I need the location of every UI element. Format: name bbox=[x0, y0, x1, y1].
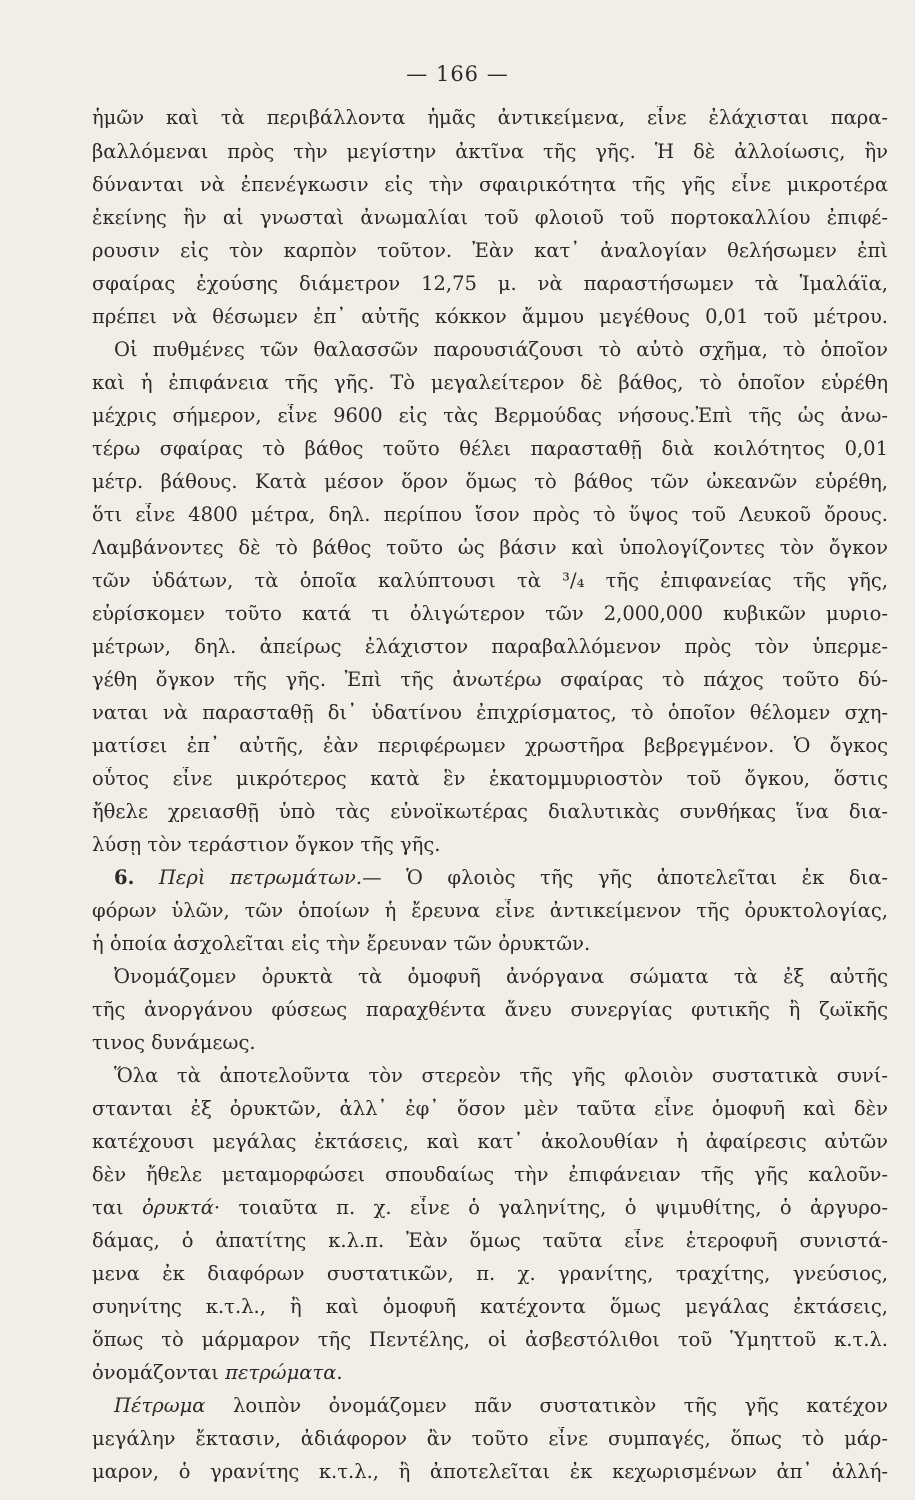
text-line: Λαμβάνοντες δὲ τὸ βάθος τοῦτο ὡς βάσιν καὶ ὑπολογίζοντες τὸν ὄγκον bbox=[92, 536, 888, 559]
italic-term: πετρώματα bbox=[225, 1361, 337, 1384]
section-number: 6. bbox=[114, 866, 135, 889]
text-fragment: . bbox=[336, 1361, 343, 1384]
text-line bbox=[92, 1361, 888, 1385]
text-line bbox=[92, 1394, 888, 1418]
text-line: Οἱ πυθμένες τῶν θαλασσῶν παρουσιάζουσι τὸ αὐτὸ σχῆμα, τὸ ὁποῖον bbox=[114, 338, 888, 361]
text-line: μεγάλην ἔκτασιν, ἀδιάφορον ἂν τοῦτο εἶνε συμπαγές, ὅπως τὸ μάρ- bbox=[92, 1427, 888, 1450]
text-line: ἐκείνης ἣν αἱ γνωσταὶ ἀνωμαλίαι τοῦ φλοιοῦ τοῦ πορτοκαλλίου ἐπιφέ- bbox=[92, 206, 888, 229]
text-line: ἤθελε χρειασθῇ ὑπὸ τὰς εὐνοϊκωτέρας διαλυτικὰς συνθήκας ἵνα δια- bbox=[92, 800, 888, 823]
text-line: Ὅλα τὰ ἀποτελοῦντα τὸν στερεὸν τῆς γῆς φλοιὸν συστατικὰ συνί- bbox=[114, 1064, 888, 1087]
text-line: καὶ ἡ ἐπιφάνεια τῆς γῆς. Τὸ μεγαλείτερον δὲ βάθος, τὸ ὁποῖον εὑρέθη bbox=[92, 371, 888, 394]
text-line: σφαίρας ἐχούσης διάμετρον 12,75 μ. νὰ παραστήσωμεν τὰ Ἱμαλάϊα, bbox=[92, 272, 888, 295]
text-line: δὲν ἤθελε μεταμορφώσει σπουδαίως τὴν ἐπιφάνειαν τῆς γῆς καλοῦν- bbox=[92, 1163, 888, 1186]
text-fragment: ὀνομάζονται bbox=[92, 1361, 226, 1384]
page-number: — 166 — bbox=[406, 62, 509, 86]
text-line: τινος δυνάμεως. bbox=[92, 1031, 256, 1054]
text-line: πρέπει νὰ θέσωμεν ἐπ᾽ αὐτῆς κόκκον ἄμμου μεγέθους 0,01 τοῦ μέτρου. bbox=[92, 305, 888, 328]
text-fragment: λοιπὸν ὀνομάζομεν πᾶν συστατικὸν τῆς γῆς κατέχον bbox=[205, 1394, 888, 1417]
text-line: λύσῃ τὸν τεράστιον ὄγκον τῆς γῆς. bbox=[92, 833, 441, 856]
text-line: μέχρις σήμερον, εἶνε 9600 εἰς τὰς Βερμούδας νήσους.Ἐπὶ τῆς ὡς ἀνω- bbox=[92, 404, 888, 427]
text-line: μέτρ. βάθους. Κατὰ μέσον ὅρον ὅμως τὸ βάθος τῶν ὠκεανῶν εὑρέθη, bbox=[92, 470, 888, 493]
text-line: ἡ ὁποία ἀσχολεῖται εἰς τὴν ἔρευναν τῶν ὀρυκτῶν. bbox=[92, 932, 591, 955]
text-line: συηνίτης κ.τ.λ., ἢ καὶ ὁμοφυῆ κατέχοντα ὅμως μεγάλας ἐκτάσεις, bbox=[92, 1295, 888, 1318]
text-line: ὅτι εἶνε 4800 μέτρα, δηλ. περίπου ἴσον πρὸς τὸ ὕψος τοῦ Λευκοῦ ὄρους. bbox=[92, 503, 888, 526]
text-line: στανται ἐξ ὀρυκτῶν, ἀλλ᾽ ἐφ᾽ ὅσον μὲν ταῦτα εἶνε ὁμοφυῆ καὶ δὲν bbox=[92, 1097, 888, 1120]
text-line: βαλλόμεναι πρὸς τὴν μεγίστην ἀκτῖνα τῆς γῆς. Ἡ δὲ ἀλλοίωσις, ἣν bbox=[92, 140, 888, 163]
text-line: γέθη ὄγκον τῆς γῆς. Ἐπὶ τῆς ἀνωτέρω σφαίρας τὸ πάχος τοῦτο δύ- bbox=[92, 668, 888, 691]
text-line: φόρων ὑλῶν, τῶν ὁποίων ἡ ἔρευνα εἶνε ἀντικείμενον τῆς ὀρυκτολογίας, bbox=[92, 899, 888, 922]
text-line: οὗτος εἶνε μικρότερος κατὰ ἓν ἑκατομμυριοστὸν τοῦ ὄγκου, ὅστις bbox=[92, 767, 888, 790]
text-line: τῆς ἀνοργάνου φύσεως παραχθέντα ἄνευ συνεργίας φυτικῆς ἢ ζωϊκῆς bbox=[92, 998, 888, 1021]
text-line: δύνανται νὰ ἐπενέγκωσιν εἰς τὴν σφαιρικότητα τῆς γῆς εἶνε μικροτέρα bbox=[92, 173, 888, 196]
text-line: Ὀνομάζομεν ὀρυκτὰ τὰ ὁμοφυῆ ἀνόργανα σώματα τὰ ἐξ αὐτῆς bbox=[114, 965, 888, 988]
text-line: μαρον, ὁ γρανίτης κ.τ.λ., ἢ ἀποτελεῖται ἐκ κεχωρισμένων ἀπ᾽ ἀλλή- bbox=[92, 1460, 888, 1483]
text-line bbox=[92, 1196, 888, 1220]
text-fragment: · τοιαῦτα π. χ. εἶνε ὁ γαληνίτης, ὁ ψιμυθίτης, ὁ ἀργυρο- bbox=[213, 1196, 888, 1219]
text-line: μενα ἐκ διαφόρων συστατικῶν, π. χ. γρανίτης, τραχίτης, γνεύσιος, bbox=[92, 1262, 888, 1285]
text-line: ρουσιν εἰς τὸν καρπὸν τοῦτον. Ἐὰν κατ᾽ ἀναλογίαν θελήσωμεν ἐπὶ bbox=[92, 239, 888, 262]
text-line: κατέχουσι μεγάλας ἐκτάσεις, καὶ κατ᾽ ἀκολουθίαν ἡ ἀφαίρεσις αὐτῶν bbox=[92, 1130, 888, 1153]
text-line: τῶν ὑδάτων, τὰ ὁποῖα καλύπτουσι τὰ ³/₄ τῆς ἐπιφανείας τῆς γῆς, bbox=[92, 569, 888, 592]
section-text: — Ὁ φλοιὸς τῆς γῆς ἀποτελεῖται ἐκ δια- bbox=[362, 866, 888, 889]
text-line: ἡμῶν καὶ τὰ περιβάλλοντα ἡμᾶς ἀντικείμενα, εἶνε ἐλάχισται παρα- bbox=[92, 106, 888, 129]
text-line: ματίσει ἐπ᾽ αὐτῆς, ἐὰν περιφέρωμεν χρωστῆρα βεβρεγμένον. Ὁ ὄγκος bbox=[92, 734, 888, 757]
italic-term: Πέτρωμα bbox=[114, 1394, 206, 1417]
section-heading-line bbox=[92, 866, 888, 890]
text-line: μέτρων, δηλ. ἀπείρως ἐλάχιστον παραβαλλόμενον πρὸς τὸν ὑπερμε- bbox=[92, 635, 888, 658]
text-line: εὑρίσκομεν τοῦτο κατά τι ὀλιγώτερον τῶν 2,000,000 κυβικῶν μυριο- bbox=[92, 602, 888, 625]
text-line: ὅπως τὸ μάρμαρον τῆς Πεντέλης, οἱ ἀσβεστόλιθοι τοῦ Ὑμηττοῦ κ.τ.λ. bbox=[92, 1328, 888, 1351]
italic-term: ὀρυκτά bbox=[142, 1196, 214, 1219]
text-line: τέρω σφαίρας τὸ βάθος τοῦτο θέλει παρασταθῇ διὰ κοιλότητος 0,01 bbox=[92, 437, 888, 460]
text-line: ναται νὰ παρασταθῇ δι᾽ ὑδατίνου ἐπιχρίσματος, τὸ ὁποῖον θέλομεν σχη- bbox=[92, 701, 888, 724]
text-line: δάμας, ὁ ἀπατίτης κ.λ.π. Ἐὰν ὅμως ταῦτα εἶνε ἑτεροφυῆ συνιστά- bbox=[92, 1229, 888, 1252]
section-title: Περὶ πετρωμάτων. bbox=[158, 866, 363, 889]
text-fragment: ται bbox=[92, 1196, 143, 1219]
